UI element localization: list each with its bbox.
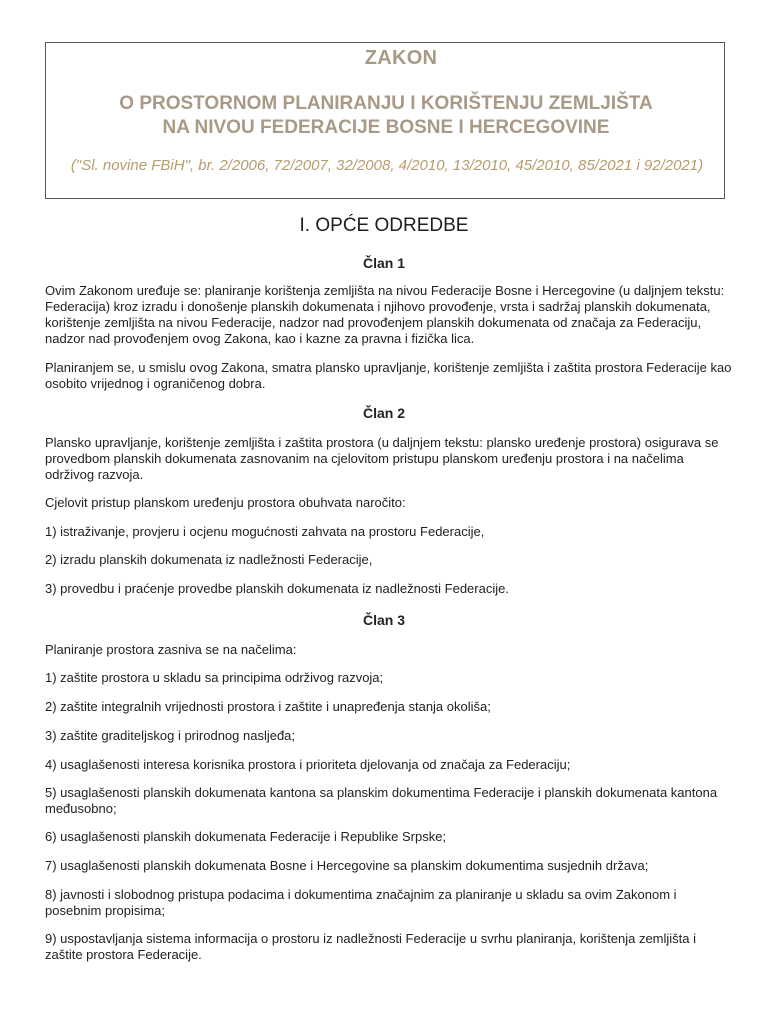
gazette-reference: ("Sl. novine FBiH", br. 2/2006, 72/2007, 32/2008, 4/2010, 13/2010, 45/2010, 85/2021 i 92/2021) (70, 157, 704, 174)
article-3-heading: Član 3 (362, 612, 405, 628)
article-3-list-item: 4) usaglašenosti interesa korisnika prostora i prioriteta djelovanja od značaja za Federaciju; (45, 757, 571, 772)
article-2-list-item: 2) izradu planskih dokumenata iz nadležnosti Federacije, (45, 552, 373, 567)
law-type-heading: ZAKON (364, 47, 438, 69)
article-2-list-item: 3) provedbu i praćenje provedbe planskih dokumenata iz nadležnosti Federacije. (45, 581, 509, 596)
article-3-list-item: 2) zaštite integralnih vrijednosti prostora i zaštite i unapređenja stanja okoliša; (45, 699, 491, 714)
article-1-paragraph-2: Planiranjem se, u smislu ovog Zakona, smatra plansko upravljanje, korištenje zemljišta i zaštita prostora Federacije kao osobito vrijednog i ograničenog dobra. (45, 360, 732, 391)
article-3-list-item: 8) javnosti i slobodnog pristupa podacima i dokumentima značajnim za planiranje u skladu sa ovim Zakonom i posebnim propisima; (45, 887, 677, 918)
law-title (46, 92, 726, 140)
article-3-intro: Planiranje prostora zasniva se na načelima: (45, 642, 297, 657)
article-3-list-item: 3) zaštite graditeljskog i prirodnog nasljeđa; (45, 728, 296, 743)
article-2-heading: Član 2 (362, 405, 405, 421)
article-3-list-item: 5) usaglašenosti planskih dokumenata kantona sa planskim dokumentima Federacije i planskih dokumenata kantona međusobno; (45, 785, 718, 816)
law-title-line-1: O PROSTORNOM PLANIRANJU I KORIŠTENJU ZEMLJIŠTA (119, 93, 653, 114)
article-3-list-item: 7) usaglašenosti planskih dokumenata Bosne i Hercegovine sa planskim dokumentima susjednih država; (45, 858, 649, 873)
article-1-paragraph-1: Ovim Zakonom uređuje se: planiranje korištenja zemljišta na nivou Federacije Bosne i Hercegovine (u daljnjem tekstu: Federacija) kroz izradu i donošenje planskih dokumenata i njihovo provođenje, vrsta i sadržaj planskih dokumenata, korištenje zemljišta na nivou Federacije, nadzor nad provođenjem planskih dokumenata od značaja za Federaciju, nadzor nad provođenjem ovog Zakona, kao i kazne za pravna i fizička lica. (45, 283, 725, 346)
article-3-list-item: 9) uspostavljanja sistema informacija o prostoru iz nadležnosti Federacije u svrhu planiranja, korištenja zemljišta i zaštite prostora Federacije. (45, 931, 697, 962)
article-1-heading: Član 1 (362, 255, 405, 271)
article-3-list-item: 1) zaštite prostora u skladu sa principima održivog razvoja; (45, 670, 384, 685)
law-header-box (45, 42, 725, 199)
article-3-list-item: 6) usaglašenosti planskih dokumenata Federacije i Republike Srpske; (45, 829, 447, 844)
section-title: I. OPĆE ODREDBE (299, 215, 469, 236)
article-2-paragraph-1: Plansko upravljanje, korištenje zemljišta i zaštita prostora (u daljnjem tekstu: plansko uređenje prostora) osigurava se provedbom planskih dokumenata zasnovanim na cjelovitom pristupu planskom uređenju prostora i na načelima održivog razvoja. (45, 435, 719, 482)
law-title-line-2: NA NIVOU FEDERACIJE BOSNE I HERCEGOVINE (162, 117, 610, 138)
article-2-list-item: 1) istraživanje, provjeru i ocjenu mogućnosti zahvata na prostoru Federacije, (45, 524, 485, 539)
article-2-paragraph-2: Cjelovit pristup planskom uređenju prostora obuhvata naročito: (45, 495, 406, 510)
